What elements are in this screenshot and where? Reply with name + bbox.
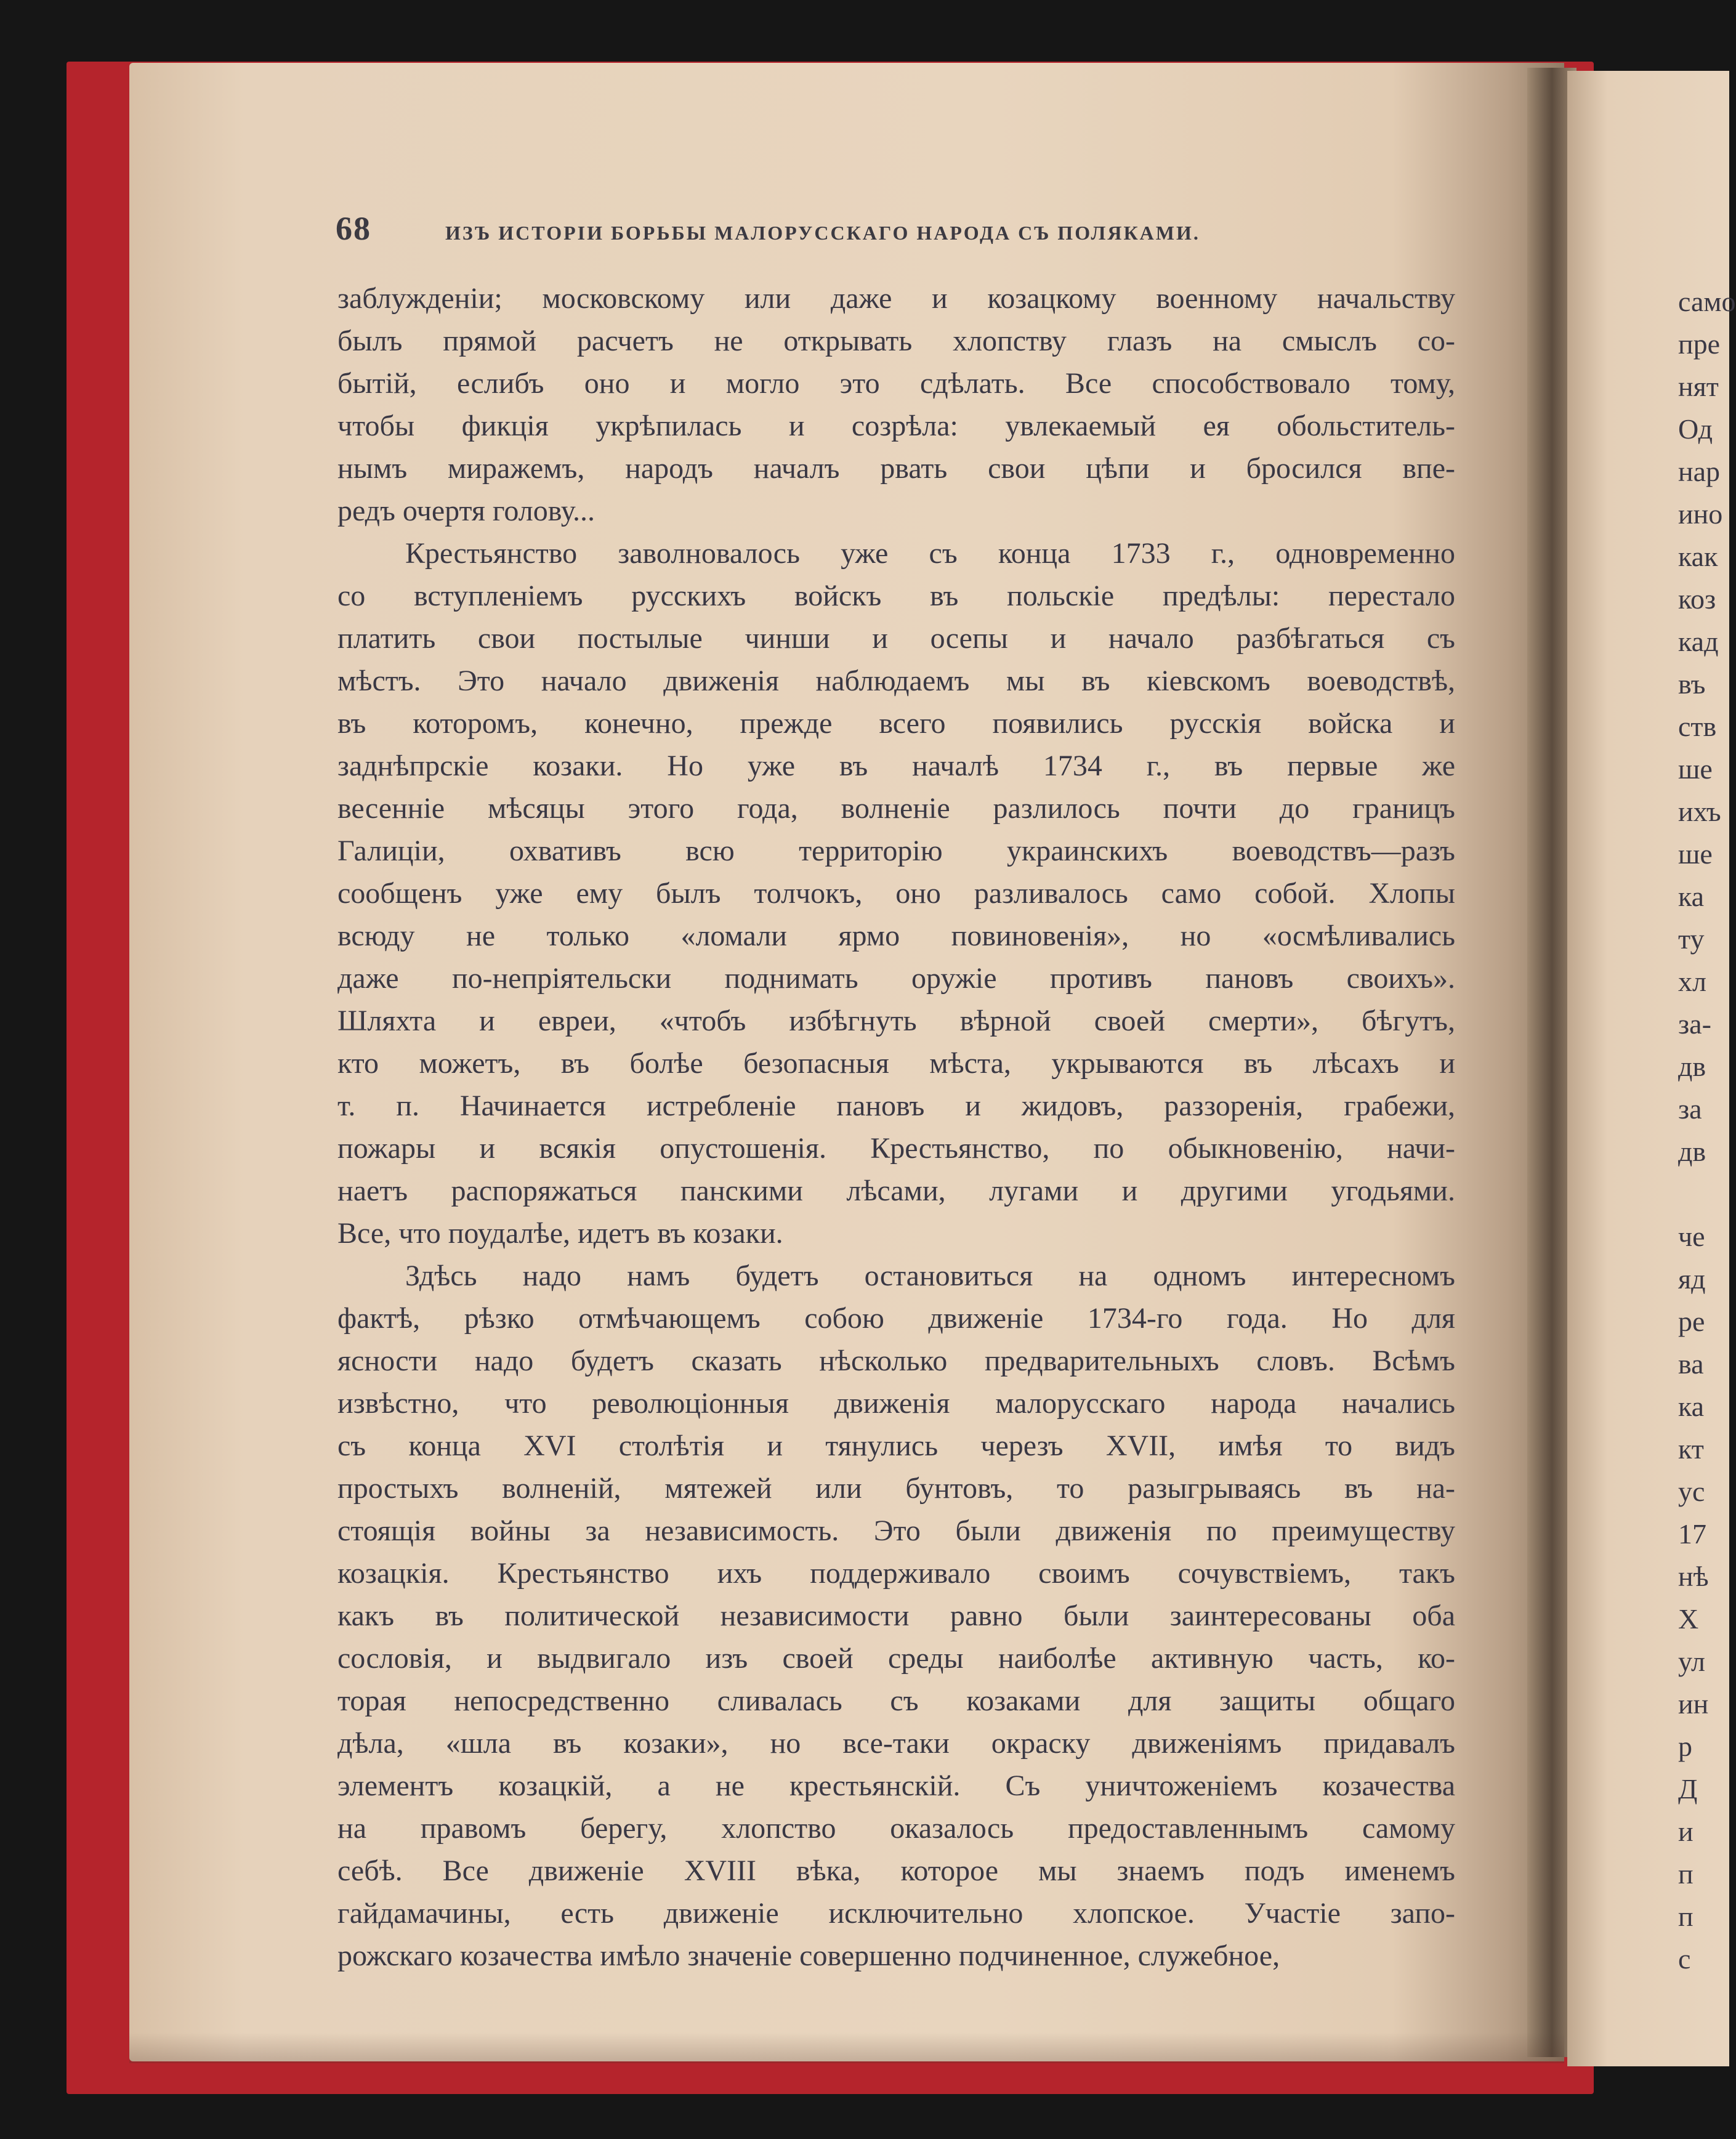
text-line: фактѣ, рѣзко отмѣчающемъ собою движеніе 1734-го года. Но для	[337, 1302, 1455, 1335]
text-line: стоящія войны за независимость. Это были движенія по преимуществу	[337, 1514, 1455, 1547]
facing-page-fragment	[1678, 1173, 1729, 1215]
text-line: ясности надо будетъ сказать нѣсколько предварительныхъ словъ. Всѣмъ	[337, 1344, 1455, 1377]
facing-page-fragment: пре	[1678, 328, 1721, 360]
facing-page-fragment: ре	[1678, 1306, 1705, 1337]
text-line: нымъ миражемъ, народъ началъ рвать свои цѣпи и бросился впе-	[337, 452, 1455, 485]
text-line: рожскаго козачества имѣло значеніе совершенно подчиненное, служебное,	[337, 1939, 1280, 1972]
text-line: торая непосредственно сливалась съ козаками для защиты общаго	[337, 1684, 1455, 1717]
facing-page-fragment: въ	[1678, 668, 1706, 700]
text-line: т. п. Начинается истребленіе пановъ и жидовъ, раззоренія, грабежи,	[337, 1090, 1455, 1122]
facing-page-fragment: п	[1678, 1901, 1694, 1932]
text-line: мѣстъ. Это начало движенія наблюдаемъ мы въ кіевскомъ воеводствѣ,	[337, 665, 1455, 697]
facing-page-fragment: ин	[1678, 1688, 1709, 1720]
facing-page-fragment: р	[1678, 1731, 1692, 1762]
facing-page-fragment: ту	[1678, 923, 1705, 955]
text-line: сообщенъ уже ему былъ толчокъ, оно разливалось само собой. Хлопы	[337, 877, 1455, 910]
body-text	[337, 277, 1455, 1977]
text-line: кто можетъ, въ болѣе безопасныя мѣста, укрываются въ лѣсахъ и	[337, 1047, 1455, 1080]
facing-page-fragment: ва	[1678, 1348, 1704, 1380]
text-line: на правомъ берегу, хлопство оказалось предоставленнымъ самому	[337, 1812, 1455, 1845]
text-line: со вступленіемъ русскихъ войскъ въ польскіе предѣлы: перестало	[337, 580, 1455, 612]
text-line: элементъ козацкій, а не крестьянскій. Съ уничтоженіемъ козачества	[337, 1769, 1455, 1802]
text-line: сословія, и выдвигало изъ своей среды наиболѣе активную часть, ко-	[337, 1642, 1455, 1675]
text-line: какъ въ политической независимости равно были заинтересованы оба	[337, 1599, 1455, 1632]
facing-page-fragment: само	[1678, 286, 1736, 317]
text-line: былъ прямой расчетъ не открывать хлопству глазъ на смыслъ со-	[337, 325, 1455, 357]
page-bottom-shadow	[129, 2032, 1564, 2063]
text-line: Крестьянство заволновалось уже съ конца 1733 г., одновременно	[405, 537, 1455, 570]
facing-page-fragment: коз	[1678, 583, 1716, 615]
text-line: заблужденіи; московскому или даже и козацкому военному начальству	[337, 282, 1455, 315]
facing-page-fragment: нар	[1678, 456, 1721, 487]
facing-page-fragment: нят	[1678, 371, 1719, 402]
facing-page-fragment: за	[1678, 1093, 1702, 1125]
facing-page-fragment: ше	[1678, 838, 1713, 870]
facing-page-fragment: за-	[1678, 1008, 1711, 1040]
running-header	[336, 209, 1456, 253]
text-line: съ конца XVI столѣтія и тянулись черезъ XVII, имѣя то видъ	[337, 1429, 1455, 1462]
text-line: козацкія. Крестьянство ихъ поддерживало своимъ сочувствіемъ, такъ	[337, 1557, 1455, 1590]
text-line: заднѣпрскіе козаки. Но уже въ началѣ 1734 г., въ первые же	[337, 750, 1455, 782]
facing-page-fragment: ихъ	[1678, 796, 1721, 827]
page-number: 68	[336, 210, 371, 247]
facing-page-text	[1678, 280, 1736, 1980]
facing-page-fragment: ино	[1678, 498, 1723, 530]
text-line: Шляхта и евреи, «чтобъ избѣгнуть вѣрной своей смерти», бѣгутъ,	[337, 1005, 1455, 1037]
facing-page-fragment: Од	[1678, 413, 1713, 445]
text-line: наетъ распоряжаться панскими лѣсами, лугами и другими угодьями.	[337, 1175, 1455, 1207]
facing-page-fragment: дв	[1678, 1051, 1706, 1082]
text-line: пожары и всякія опустошенія. Крестьянство, по обыкновенію, начи-	[337, 1132, 1455, 1165]
running-head-title: ИЗЪ ИСТОРІИ БОРЬБЫ МАЛОРУССКАГО НАРОДА СЪ ПОЛЯКАМИ.	[445, 222, 1200, 244]
text-line: платить свои постылые чинши и осепы и начало разбѣгаться съ	[337, 622, 1455, 655]
text-line: въ которомъ, конечно, прежде всего появились русскія войска и	[337, 707, 1455, 740]
facing-page-fragment: как	[1678, 541, 1718, 572]
facing-page-fragment: ул	[1678, 1646, 1705, 1677]
text-line: всюду не только «ломали ярмо повиновенія», но «осмѣливались	[337, 920, 1455, 952]
facing-page-fragment: Д	[1678, 1773, 1698, 1805]
facing-page-fragment: кад	[1678, 626, 1719, 657]
facing-page-fragment: дв	[1678, 1136, 1706, 1167]
facing-page-fragment: 17	[1678, 1518, 1706, 1550]
text-line: дѣла, «шла въ козаки», но все-таки окраску движеніямъ придавалъ	[337, 1727, 1455, 1760]
facing-page-fragment: и	[1678, 1816, 1694, 1847]
facing-page-fragment: нѣ	[1678, 1561, 1709, 1592]
text-line: даже по-непріятельски поднимать оружіе противъ пановъ своихъ».	[337, 962, 1455, 995]
text-line: Здѣсь надо намъ будетъ остановиться на одномъ интересномъ	[405, 1260, 1455, 1292]
facing-page-fragment: яд	[1678, 1263, 1706, 1295]
text-line: Галиціи, охвативъ всю территорію украинскихъ воеводствъ—разъ	[337, 835, 1455, 867]
text-line: весенніе мѣсяцы этого года, волненіе разлилось почти до границъ	[337, 792, 1455, 825]
facing-page-fragment: хл	[1678, 966, 1706, 997]
facing-page-fragment: ка	[1678, 881, 1705, 912]
text-line: себѣ. Все движеніе XVIII вѣка, которое мы знаемъ подъ именемъ	[337, 1854, 1455, 1887]
facing-page-fragment: ка	[1678, 1391, 1705, 1422]
text-line: Все, что поудалѣе, идетъ въ козаки.	[337, 1217, 783, 1250]
text-line: извѣстно, что революціонныя движенія малорусскаго народа начались	[337, 1387, 1455, 1420]
text-line: гайдамачины, есть движеніе исключительно хлопское. Участіе запо-	[337, 1897, 1455, 1930]
text-line: простыхъ волненій, мятежей или бунтовъ, то разыгрываясь въ на-	[337, 1472, 1455, 1505]
text-line: редъ очертя голову...	[337, 495, 595, 527]
facing-page-fragment: ше	[1678, 753, 1713, 785]
facing-page-fragment: че	[1678, 1221, 1705, 1252]
facing-page-fragment: Х	[1678, 1603, 1699, 1635]
facing-page-fragment: п	[1678, 1858, 1694, 1890]
text-line: чтобы фикція укрѣпилась и созрѣла: увлекаемый ея обольститель-	[337, 410, 1455, 442]
facing-page-fragment: кт	[1678, 1433, 1704, 1465]
facing-page-fragment: с	[1678, 1943, 1691, 1975]
facing-page-fragment: ств	[1678, 711, 1717, 742]
text-line: бытій, еслибъ оно и могло это сдѣлать. Все способствовало тому,	[337, 367, 1455, 400]
facing-page-fragment: ус	[1678, 1476, 1705, 1507]
